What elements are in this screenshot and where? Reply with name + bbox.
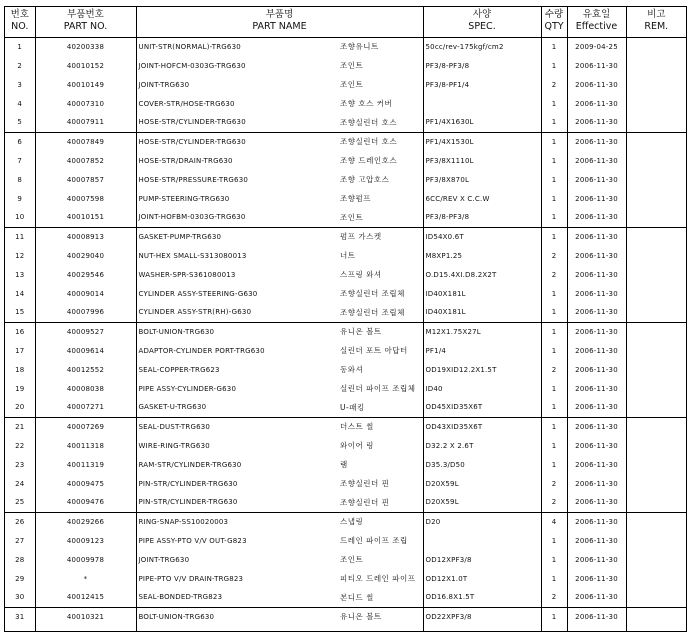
row-no: 13 <box>5 265 35 284</box>
row-rem <box>626 208 686 227</box>
row-qty: 2 <box>541 360 567 379</box>
row-part-name-en: HOSE-STR/CYLINDER-TRG630 <box>136 132 338 151</box>
row-qty: 1 <box>541 322 567 341</box>
filler-cell <box>338 626 423 631</box>
row-qty: 1 <box>541 37 567 56</box>
row-rem <box>626 189 686 208</box>
table-row <box>5 94 686 113</box>
row-part-name-en: BOLT-UNION-TRG630 <box>136 322 338 341</box>
row-rem <box>626 284 686 303</box>
filler-cell <box>626 626 686 631</box>
row-part-name-kr: 더스트 씰 <box>338 417 423 436</box>
row-part-name-en: PIPE ASSY-CYLINDER-G630 <box>138 384 237 393</box>
row-spec: OD22XPF3/8 <box>423 607 541 626</box>
row-part-name-en: NUT-HEX SMALL-S313080013 <box>138 251 247 260</box>
row-effective: 2006-11-30 <box>567 341 626 360</box>
row-part-name-en: CYLINDER ASSY-STR(RH)-G630 <box>138 308 252 317</box>
row-rem <box>626 569 686 588</box>
table-row <box>5 151 686 170</box>
row-part-no: 40009123 <box>35 531 136 550</box>
row-part-name-kr: 유니온 볼트 <box>338 322 423 341</box>
row-qty: 1 <box>541 417 567 436</box>
row-spec: D20X59L <box>423 474 541 493</box>
row-spec: D32.2 X 2.6T <box>423 436 541 455</box>
row-part-name-kr: 조향실린더 핀 <box>338 493 423 512</box>
row-part-name-en: BOLT-UNION-TRG630 <box>136 607 338 626</box>
row-part-name-kr: 동와셔 <box>338 360 423 379</box>
row-part-name-en: HOSE-STR/CYLINDER-TRG630 <box>138 118 246 127</box>
row-part-name-en: SEAL-BONDED-TRG823 <box>138 593 223 602</box>
row-no: 18 <box>5 360 35 379</box>
row-qty: 1 <box>541 550 567 569</box>
row-spec: M8XP1.25 <box>423 246 541 265</box>
row-spec: PF1/4X1530L <box>423 132 541 151</box>
row-rem <box>626 75 686 94</box>
row-part-name-en: SEAL-COPPER-TRG623 <box>138 365 220 374</box>
table-row <box>5 474 686 493</box>
row-qty: 1 <box>541 227 567 246</box>
table-row <box>5 265 686 284</box>
row-no: 27 <box>5 531 35 550</box>
row-part-no: 40009475 <box>35 474 136 493</box>
row-effective: 2006-11-30 <box>567 436 626 455</box>
row-qty: 1 <box>541 455 567 474</box>
filler-cell <box>541 626 567 631</box>
row-part-name-en: HOSE-STR/PRESSURE-TRG630 <box>138 175 249 184</box>
row-part-name-kr: 램 <box>338 455 423 474</box>
parts-table <box>5 7 686 631</box>
row-part-name-kr: 조향실린더 조립체 <box>338 284 423 303</box>
row-rem <box>626 607 686 626</box>
row-no: 28 <box>5 550 35 569</box>
row-rem <box>626 341 686 360</box>
row-rem <box>626 550 686 569</box>
row-part-name-kr: 조향유니트 <box>338 37 423 56</box>
row-part-name-en: JOINT-HOFBM-0303G-TRG630 <box>138 213 246 222</box>
row-rem <box>626 493 686 512</box>
table-row <box>5 531 686 550</box>
row-no: 4 <box>5 94 35 113</box>
row-qty: 1 <box>541 170 567 189</box>
table-row <box>5 379 686 398</box>
row-part-no: 40011318 <box>35 436 136 455</box>
row-no: 17 <box>5 341 35 360</box>
row-spec: PF3/8X870L <box>423 170 541 189</box>
row-no: 26 <box>5 512 35 531</box>
table-row <box>5 208 686 227</box>
table-row <box>5 550 686 569</box>
table-row <box>5 246 686 265</box>
row-part-name-en: WASHER-SPR-S361080013 <box>138 270 236 279</box>
row-part-name-en: RAM-STR/CYLINDER-TRG630 <box>138 460 242 469</box>
row-part-name-kr: 드레인 파이프 조립 <box>338 531 423 550</box>
row-part-name-kr: 와이어 링 <box>338 436 423 455</box>
table-row <box>5 284 686 303</box>
row-no: 22 <box>5 436 35 455</box>
table-row <box>5 512 686 531</box>
row-part-no: 40009978 <box>35 550 136 569</box>
row-part-name-en: RING-SNAP-SS10020003 <box>136 512 338 531</box>
row-part-name-kr: 조향 고압호스 <box>338 170 423 189</box>
row-part-no: 40029040 <box>35 246 136 265</box>
row-effective: 2006-11-30 <box>567 132 626 151</box>
row-effective: 2006-11-30 <box>567 531 626 550</box>
row-effective: 2006-11-30 <box>567 322 626 341</box>
row-no: 9 <box>5 189 35 208</box>
row-part-no: 40010321 <box>35 607 136 626</box>
row-part-name-en: JOINT-TRG630 <box>138 80 190 89</box>
row-spec <box>423 94 541 113</box>
row-effective: 2006-11-30 <box>567 512 626 531</box>
row-part-name-kr: 피티오 드레인 파이프 <box>338 569 423 588</box>
row-spec: PF3/8-PF3/8 <box>423 208 541 227</box>
row-part-no: 40029266 <box>35 512 136 531</box>
row-rem <box>626 379 686 398</box>
row-effective: 2006-11-30 <box>567 474 626 493</box>
row-part-no: 40200338 <box>35 37 136 56</box>
row-part-name-kr: 실린더 포트 아답터 <box>338 341 423 360</box>
row-effective: 2006-11-30 <box>567 398 626 417</box>
row-part-no: 40008913 <box>35 227 136 246</box>
row-part-name-kr: 조향 드레인호스 <box>338 151 423 170</box>
row-part-name-en: PIPE ASSY-PTO V/V OUT-G823 <box>138 536 247 545</box>
row-effective: 2006-11-30 <box>567 246 626 265</box>
row-no: 11 <box>5 227 35 246</box>
row-spec: ID40X181L <box>423 303 541 322</box>
row-rem <box>626 170 686 189</box>
row-part-no: 40007911 <box>35 113 136 132</box>
header-row <box>5 7 686 37</box>
row-effective: 2006-11-30 <box>567 455 626 474</box>
table-row <box>5 398 686 417</box>
row-spec: M12X1.75X27L <box>423 322 541 341</box>
row-part-no: 40012552 <box>35 360 136 379</box>
row-spec: PF1/4 <box>423 341 541 360</box>
row-spec: OD12X1.0T <box>423 569 541 588</box>
header-no: 번호 NO. <box>5 7 35 37</box>
row-part-name-en: WIRE-RING-TRG630 <box>138 441 210 450</box>
row-no: 20 <box>5 398 35 417</box>
filler-cell <box>136 626 338 631</box>
table-row <box>5 417 686 436</box>
header-effective: 유효일 Effective <box>567 7 626 37</box>
row-part-no: 40009614 <box>35 341 136 360</box>
row-part-no: 40007269 <box>35 417 136 436</box>
table-row <box>5 607 686 626</box>
row-qty: 2 <box>541 265 567 284</box>
row-no: 3 <box>5 75 35 94</box>
table-row <box>5 303 686 322</box>
row-qty: 2 <box>541 474 567 493</box>
table-row <box>5 455 686 474</box>
row-no: 1 <box>5 37 35 56</box>
row-effective: 2006-11-30 <box>567 170 626 189</box>
row-qty: 1 <box>541 56 567 75</box>
row-effective: 2006-11-30 <box>567 550 626 569</box>
row-part-no: 40007271 <box>35 398 136 417</box>
row-part-name-kr: 스냅링 <box>338 512 423 531</box>
row-qty: 1 <box>541 303 567 322</box>
table-row <box>5 569 686 588</box>
row-qty: 2 <box>541 246 567 265</box>
table-row <box>5 170 686 189</box>
row-no: 24 <box>5 474 35 493</box>
row-no: 6 <box>5 132 35 151</box>
row-part-name-en: PIPE-PTO V/V DRAIN-TRG823 <box>138 574 244 583</box>
row-rem <box>626 398 686 417</box>
row-rem <box>626 37 686 56</box>
row-effective: 2006-11-30 <box>567 56 626 75</box>
row-spec: ID54X0.6T <box>423 227 541 246</box>
row-part-no: 40007857 <box>35 170 136 189</box>
row-rem <box>626 113 686 132</box>
row-part-name-en: COVER-STR/HOSE-TRG630 <box>138 99 235 108</box>
row-qty: 2 <box>541 493 567 512</box>
row-qty: 1 <box>541 284 567 303</box>
row-part-name-en: PIN-STR/CYLINDER-TRG630 <box>138 479 238 488</box>
filler-cell <box>5 626 35 631</box>
row-part-name-en: HOSE-STR/DRAIN-TRG630 <box>138 156 233 165</box>
row-effective: 2006-11-30 <box>567 94 626 113</box>
row-qty: 1 <box>541 151 567 170</box>
row-part-name-kr: 조향실린더 조립체 <box>338 303 423 322</box>
table-row <box>5 341 686 360</box>
row-spec: D35.3/D50 <box>423 455 541 474</box>
row-part-name-en: UNIT-STR(NORMAL)-TRG630 <box>138 42 241 51</box>
table-row <box>5 322 686 341</box>
table-row <box>5 360 686 379</box>
row-part-no: 40011319 <box>35 455 136 474</box>
row-rem <box>626 474 686 493</box>
filler-cell <box>423 626 541 631</box>
row-part-name-kr: 본디드 씰 <box>338 588 423 607</box>
row-part-no: 40007852 <box>35 151 136 170</box>
row-no: 10 <box>5 208 35 227</box>
table-row <box>5 493 686 512</box>
row-part-no: 40007310 <box>35 94 136 113</box>
row-no: 30 <box>5 588 35 607</box>
row-spec: 50cc/rev-175kgf/cm2 <box>423 37 541 56</box>
row-qty: 1 <box>541 607 567 626</box>
row-spec: OD43XID35X6T <box>423 417 541 436</box>
row-part-no: 40007598 <box>35 189 136 208</box>
row-no: 23 <box>5 455 35 474</box>
row-part-name-kr: 펌프 가스켓 <box>338 227 423 246</box>
row-no: 12 <box>5 246 35 265</box>
row-effective: 2006-11-30 <box>567 113 626 132</box>
row-part-name-en: PUMP-STEERING-TRG630 <box>138 194 230 203</box>
row-part-no: 40012415 <box>35 588 136 607</box>
row-spec <box>423 531 541 550</box>
row-spec: PF3/8-PF3/8 <box>423 56 541 75</box>
row-effective: 2006-11-30 <box>567 569 626 588</box>
table-row <box>5 75 686 94</box>
parts-table-body <box>5 37 686 631</box>
row-spec: D20 <box>423 512 541 531</box>
table-row <box>5 227 686 246</box>
row-effective: 2006-11-30 <box>567 284 626 303</box>
row-effective: 2006-11-30 <box>567 417 626 436</box>
row-part-name-en: PIN-STR/CYLINDER-TRG630 <box>138 498 238 507</box>
row-part-name-kr: 실린더 파이프 조립체 <box>338 379 423 398</box>
row-part-name-kr: 조인트 <box>338 56 423 75</box>
row-qty: 1 <box>541 94 567 113</box>
row-no: 19 <box>5 379 35 398</box>
row-rem <box>626 94 686 113</box>
row-part-name-en: CYLINDER ASSY-STEERING-G630 <box>138 289 258 298</box>
parts-list-sheet <box>4 6 687 632</box>
header-spec: 사양 SPEC. <box>423 7 541 37</box>
row-part-name-en: JOINT-TRG630 <box>138 555 190 564</box>
row-effective: 2006-11-30 <box>567 265 626 284</box>
row-rem <box>626 151 686 170</box>
row-part-name-kr: 조인트 <box>338 75 423 94</box>
row-rem <box>626 512 686 531</box>
row-no: 16 <box>5 322 35 341</box>
table-row <box>5 56 686 75</box>
row-part-no: 40009476 <box>35 493 136 512</box>
table-row <box>5 189 686 208</box>
row-rem <box>626 417 686 436</box>
row-part-name-kr: 조향실린더 핀 <box>338 474 423 493</box>
row-part-name-en: GASKET-PUMP-TRG630 <box>136 227 338 246</box>
row-part-no: 40010152 <box>35 56 136 75</box>
row-spec: ID40X181L <box>423 284 541 303</box>
row-spec: OD16.8X1.5T <box>423 588 541 607</box>
row-part-no: 40007996 <box>35 303 136 322</box>
row-effective: 2006-11-30 <box>567 607 626 626</box>
row-no: 7 <box>5 151 35 170</box>
row-qty: 1 <box>541 569 567 588</box>
row-effective: 2009-04-25 <box>567 37 626 56</box>
table-row <box>5 113 686 132</box>
row-part-name-kr: 조인트 <box>338 550 423 569</box>
row-part-no: 40008038 <box>35 379 136 398</box>
header-part-name: 부품명 PART NAME <box>136 7 423 37</box>
row-no: 21 <box>5 417 35 436</box>
row-qty: 1 <box>541 208 567 227</box>
row-part-name-en: JOINT-HOFCM-0303G-TRG630 <box>138 61 246 70</box>
row-no: 14 <box>5 284 35 303</box>
row-rem <box>626 455 686 474</box>
row-qty: 4 <box>541 512 567 531</box>
row-no: 5 <box>5 113 35 132</box>
table-row <box>5 436 686 455</box>
row-spec: 6CC/REV X C.C.W <box>423 189 541 208</box>
row-effective: 2006-11-30 <box>567 303 626 322</box>
row-part-no: 40009527 <box>35 322 136 341</box>
row-qty: 2 <box>541 588 567 607</box>
row-no: 8 <box>5 170 35 189</box>
row-rem <box>626 265 686 284</box>
row-spec: O.D15.4XI.D8.2X2T <box>423 265 541 284</box>
row-spec: PF1/4X1630L <box>423 113 541 132</box>
row-part-name-en: ADAPTOR-CYLINDER PORT-TRG630 <box>138 346 265 355</box>
row-part-name-kr: 조향 호스 커버 <box>338 94 423 113</box>
row-effective: 2006-11-30 <box>567 227 626 246</box>
table-row <box>5 588 686 607</box>
row-part-name-kr: 너트 <box>338 246 423 265</box>
row-rem <box>626 303 686 322</box>
row-part-no: * <box>35 569 136 588</box>
row-part-no: 40010149 <box>35 75 136 94</box>
header-part-no: 부품번호 PART NO. <box>35 7 136 37</box>
row-spec: D20X59L <box>423 493 541 512</box>
row-no: 25 <box>5 493 35 512</box>
row-rem <box>626 56 686 75</box>
row-part-name-kr: 조인트 <box>338 208 423 227</box>
row-rem <box>626 322 686 341</box>
row-spec: OD12XPF3/8 <box>423 550 541 569</box>
row-rem <box>626 360 686 379</box>
row-part-no: 40010151 <box>35 208 136 227</box>
row-spec: OD45XID35X6T <box>423 398 541 417</box>
row-part-name-kr: U-패킹 <box>338 398 423 417</box>
row-part-no: 40007849 <box>35 132 136 151</box>
row-qty: 1 <box>541 189 567 208</box>
row-no: 2 <box>5 56 35 75</box>
row-part-no: 40029546 <box>35 265 136 284</box>
row-effective: 2006-11-30 <box>567 360 626 379</box>
row-qty: 1 <box>541 398 567 417</box>
row-no: 31 <box>5 607 35 626</box>
row-spec: PF3/8X1110L <box>423 151 541 170</box>
row-rem <box>626 436 686 455</box>
row-part-name-en: GASKET-U-TRG630 <box>138 403 207 412</box>
row-part-name-kr: 조향펌프 <box>338 189 423 208</box>
row-effective: 2006-11-30 <box>567 493 626 512</box>
row-part-name-kr: 스프링 와셔 <box>338 265 423 284</box>
header-rem: 비고 REM. <box>626 7 686 37</box>
row-part-no: 40009014 <box>35 284 136 303</box>
row-rem <box>626 531 686 550</box>
row-rem <box>626 132 686 151</box>
row-spec: PF3/8-PF1/4 <box>423 75 541 94</box>
row-no: 29 <box>5 569 35 588</box>
table-row <box>5 132 686 151</box>
row-effective: 2006-11-30 <box>567 189 626 208</box>
row-qty: 1 <box>541 341 567 360</box>
row-effective: 2006-11-30 <box>567 151 626 170</box>
row-qty: 2 <box>541 75 567 94</box>
row-qty: 1 <box>541 113 567 132</box>
row-spec: OD19XID12.2X1.5T <box>423 360 541 379</box>
row-part-name-kr: 조향실린더 호스 <box>338 113 423 132</box>
table-row <box>5 37 686 56</box>
header-qty: 수량 QTY <box>541 7 567 37</box>
row-qty: 1 <box>541 436 567 455</box>
row-effective: 2006-11-30 <box>567 208 626 227</box>
row-rem <box>626 227 686 246</box>
row-part-name-kr: 조향실린더 호스 <box>338 132 423 151</box>
row-part-name-en: SEAL-DUST-TRG630 <box>136 417 338 436</box>
row-qty: 1 <box>541 379 567 398</box>
row-part-name-kr: 유니온 볼트 <box>338 607 423 626</box>
filler-cell <box>567 626 626 631</box>
filler-cell <box>35 626 136 631</box>
row-qty: 1 <box>541 531 567 550</box>
row-qty: 1 <box>541 132 567 151</box>
row-effective: 2006-11-30 <box>567 588 626 607</box>
row-effective: 2006-11-30 <box>567 379 626 398</box>
row-spec: ID40 <box>423 379 541 398</box>
table-filler-row <box>5 626 686 631</box>
row-rem <box>626 588 686 607</box>
row-effective: 2006-11-30 <box>567 75 626 94</box>
row-rem <box>626 246 686 265</box>
row-no: 15 <box>5 303 35 322</box>
